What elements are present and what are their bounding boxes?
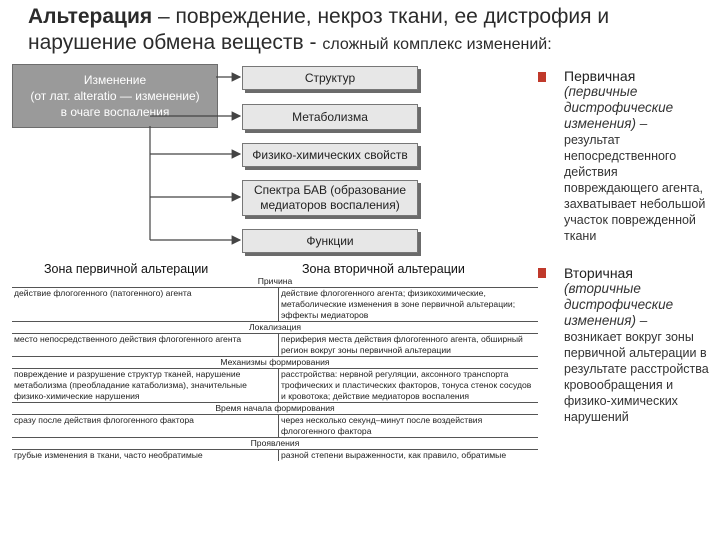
secondary-heading: Вторичная	[564, 265, 633, 281]
primary-heading: Первичная	[564, 68, 636, 84]
bullet-icon	[538, 268, 546, 278]
section-mechanisms: Механизмы формирования	[12, 357, 538, 369]
table-row	[12, 369, 538, 403]
target-metabolism: Метаболизма	[242, 104, 418, 130]
zone-secondary-heading: Зона вторичной альтерации	[302, 262, 465, 276]
cell-secondary: расстройства: нервной регуляции, аксонного транспорта трофических и пластических факторов, тонуса стенок сосудов и кровотока; действие медиаторов воспаления	[279, 369, 539, 403]
secondary-subtitle: (вторичные дистрофические изменения) –	[564, 281, 674, 328]
title-term: Альтерация	[28, 5, 153, 28]
table-row	[12, 415, 538, 438]
cell-secondary: разной степени выраженности, как правило, обратимые	[279, 450, 539, 462]
target-structure: Структур	[242, 66, 418, 90]
primary-description	[564, 68, 714, 244]
cell-secondary: периферия места действия флогогенного агента, обширный регион вокруг зоны первичной альтерации	[279, 334, 539, 357]
target-physchem: Физико-химических свойств	[242, 143, 418, 167]
cell-secondary: действие флогогенного агента; физикохимические, метаболические изменения в зоне первичной альтерации; эффекты медиаторов	[279, 288, 539, 322]
cell-secondary: через несколько секунд–минут после воздействия флогогенного фактора	[279, 415, 539, 438]
section-onset-time: Время начала формирования	[12, 403, 538, 415]
zone-primary-heading: Зона первичной альтерации	[44, 262, 209, 276]
section-cause: Причина	[12, 276, 538, 288]
section-manifestations: Проявления	[12, 438, 538, 450]
comparison-table	[12, 276, 538, 461]
target-bav: Спектра БАВ (образование медиаторов воспаления)	[242, 180, 418, 216]
cell-primary: действие флогогенного (патогенного) агента	[12, 288, 279, 322]
secondary-description	[564, 265, 714, 425]
title-definition: – повреждение, некроз ткани, ее дистрофия и нарушение обмена веществ -	[28, 5, 610, 54]
table-row	[12, 288, 538, 322]
secondary-text: возникает вокруг зоны первичной альтерации в результате расстройства кровообращения и физико-химических нарушений	[564, 330, 709, 424]
primary-subtitle: (первичные дистрофические изменения) –	[564, 84, 674, 131]
cell-primary: сразу после действия флогогенного фактора	[12, 415, 279, 438]
table-row	[12, 334, 538, 357]
bullet-icon	[538, 72, 546, 82]
cell-primary: грубые изменения в ткани, часто необратимые	[14, 450, 203, 460]
table-row	[12, 450, 538, 462]
title-rest: сложный комплекс изменений:	[322, 36, 552, 53]
target-function: Функции	[242, 229, 418, 253]
primary-text: результат непосредственного действия повреждающего агента, захватывает небольшой участок поврежденной ткани	[564, 133, 706, 243]
cell-primary: место непосредственного действия флогогенного агента	[12, 334, 279, 357]
section-localization: Локализация	[12, 322, 538, 334]
source-label: Изменение (от лат. alteratio — изменение) в очаге воспаления	[30, 73, 200, 119]
cell-primary: повреждение и разрушение структур тканей, нарушение метаболизма (преобладание катаболизма), значительные физико-химические нарушения	[12, 369, 279, 403]
